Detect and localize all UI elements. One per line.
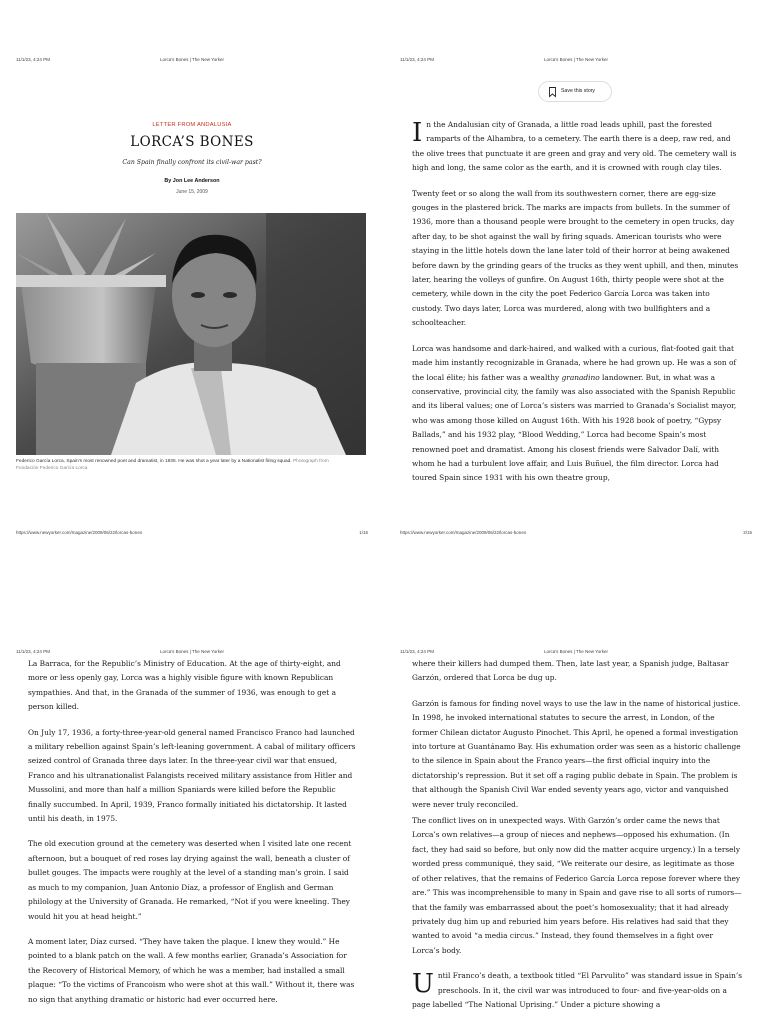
- paragraph: Twenty feet or so along the wall from its southwestern corner, there are egg-size gouges in the plastered brick. The marks are impacts from bullets. In the summer of 1936, more than a thousand people were brought to the cemetery in open trucks, day after day, to be shot against the wall by firing squads. American tourists who were staying in the little hotels down the lane later told of their horror at being awakened before dawn by the grinding gears of the trucks as they went uphill, and then, minutes later, hearing the volleys of gunfire. On August 16th, thirty people were shot at the cemetery, while down in the city the poet Federico García Lorca was taken into custody. Two days later, Lorca was murdered, along with two bullfighters and a schoolteacher.: [412, 188, 739, 328]
- article-headline: LORCA’S BONES: [130, 134, 254, 150]
- header-date: 11/1/23, 4:24 PM: [16, 649, 50, 654]
- article-date: June 15, 2009: [176, 189, 208, 195]
- photo-credit: Photograph from Fundación Federico García Lorca: [16, 459, 329, 471]
- italic-word: granadino: [561, 372, 600, 382]
- paragraph: On July 17, 1936, a forty-three-year-old general named Francisco Franco had launched a military rebellion against Spain’s left-leaning government. A cabal of military officers seized control of Granada three days later. In the three-year civil war that ensued, Franco and his ultranationalist Falangists received military assistance from Hitler and Mussolini, and more than half a million Spaniards were killed before the Republic finally succumbed. In April, 1939, Franco formally initiated his dictatorship. It lasted until his death, in 1975.: [28, 727, 356, 824]
- footer-url: https://www.newyorker.com/magazine/2009/06/22/lorcas-bones: [400, 530, 527, 535]
- header-title: Lorca’s Bones | The New Yorker: [543, 649, 609, 654]
- header-date: 11/1/23, 4:24 PM: [400, 57, 434, 62]
- paragraph: A moment later, Díaz cursed. “They have taken the plaque. I knew they would.” He pointed to a blank patch on the wall. A few months earlier, Granada’s Association for the Recovery of Historical Memory, of which he was a member, had installed a small plaque: “To the victims of Francoism who were shot at this wall.” Without it, there was no sign that anything dramatic or historic had ever occurred here.: [28, 936, 355, 1004]
- photo-caption: [16, 459, 336, 472]
- paragraph: where their killers had dumped them. Then, late last year, a Spanish judge, Baltasar Garzón, ordered that Lorca be dug up.: [412, 659, 729, 683]
- article-kicker[interactable]: LETTER FROM ANDALUSIA: [152, 122, 232, 128]
- page-2: [384, 0, 768, 535]
- paragraph: La Barraca, for the Republic’s Ministry of Education. At the age of thirty-eight, and more or less openly gay, Lorca was a highly visible figure with known Republican sympathies. And that, in the Granada of the summer of 1936, was enough to get a person killed.: [28, 659, 341, 712]
- drop-cap: U: [412, 969, 434, 1000]
- page-1: [0, 0, 384, 535]
- paragraph: The old execution ground at the cemetery was deserted when I visited late one recent afternoon, but a bouquet of red roses lay drying against the wall, beneath a cluster of bullet gouges. The impacts were roughly at the level of a standing man’s groin. I said as much to my companion, Juan Antonio Díaz, a professor of English and German philology at the University of Granada. He remarked, “Not if you were kneeling. They would hit you at head height.”: [28, 839, 352, 921]
- page-3: [0, 512, 384, 1024]
- save-story-button[interactable]: [538, 81, 612, 102]
- paragraph: [412, 118, 742, 176]
- bookmark-icon: [549, 87, 556, 97]
- paragraph: [412, 969, 742, 1012]
- header-title: Lorca’s Bones | The New Yorker: [159, 57, 225, 62]
- save-story-label: Save this story: [561, 88, 596, 94]
- footer-page-number: 2/15: [743, 530, 752, 535]
- lorca-portrait-photo: [16, 213, 366, 455]
- header-title: Lorca’s Bones | The New Yorker: [543, 57, 609, 62]
- photo-illustration: [16, 213, 366, 455]
- article-body: [412, 657, 742, 1023]
- paragraph-text: Lorca was handsome and dark-haired, and walked with a curious, flat-footed gait that made him instantly recognizable in Granada, where he had grown up. He was a son of the local élite; his father was a wealthy: [412, 343, 737, 382]
- paragraph-text: n the Andalusian city of Granada, a little road leads uphill, past the forested ramparts of the Alhambra, to a cemetery. The earth there is a deep, raw red, and the olive trees that punctuate it are green and gray and very old. The cemetery wall is high and long, the same color as the earth, and it is crowned with rough clay tiles.: [412, 120, 737, 173]
- footer-url: https://www.newyorker.com/magazine/2009/06/22/lorcas-bones: [16, 530, 143, 535]
- paragraph-text: ntil Franco’s death, a textbook titled “El Parvulito” was standard issue in Spain’s preschools. In it, the civil war was introduced to four- and five-year-olds on a page labelled “The National Uprising.” Under a picture showing a: [412, 971, 742, 1009]
- header-title: Lorca’s Bones | The New Yorker: [159, 649, 225, 654]
- caption-text: Federico García Lorca, Spain’s most renowned poet and dramatist, in 1935. He was shot a year later by a Nationalist firing squad.: [16, 459, 292, 464]
- article-dek: Can Spain finally confront its civil-war past?: [122, 159, 262, 166]
- footer-page-number: 1/15: [359, 530, 368, 535]
- article-body: [28, 657, 358, 1018]
- drop-cap: I: [412, 118, 423, 148]
- paragraph: The conflict lives on in unexpected ways. With Garzón’s order came the news that Lorca’s own relatives—a group of nieces and nephews—opposed his exhumation. (In fact, they had said so before, but only now did the matter acquire urgency.) In a tersely worded press communiqué, they said, “We reiterate our desire, as legitimate as those of other relatives, that the remains of Federico García Lorca repose forever where they are.” This was incomprehensible to many in Spain and gave rise to all sorts of rumors—that the family was embarrassed about the poet’s homosexuality; that it had already privately dug him up and reburied him years before. His relatives had said that they wanted to avoid “a media circus.” Instead, they found themselves in a fight over Lorca’s body.: [412, 816, 742, 955]
- paragraph-text: landowner. But, in what was a conservative, provincial city, the family was also associated with the Spanish Republic and its liberal values; one of Lorca’s sisters was married to Granada’s Socialist mayor, who was among those killed on August 16th. With his 1928 book of poetry, “Gypsy Ballads,” and his 1932 play, “Blood Wedding,” Lorca had become Spain’s most renowned poet and dramatist. Among his closest friends were Salvador Dalí, with whom he had a turbulent love affair, and Luis Buñuel, the film director. Lorca had toured Spain since 1931 with his own theatre group,: [412, 372, 737, 483]
- paragraph: Garzón is famous for finding novel ways to use the law in the name of historical justice. In 1998, he invoked international statutes to secure the arrest, in London, of the former Chilean dictator Augusto Pinochet. This April, he opened a formal investigation into torture at Guantánamo Bay. His exhumation order was seen as a historic challenge to the silence in Spain about the Franco years—the first official inquiry into the dictatorship’s repression. But it set off a raging public debate in Spain. The problem is that although the Spanish Civil War ended seventy years ago, victor and vanquished were never truly reconciled.: [412, 698, 741, 809]
- article-body: [412, 118, 742, 497]
- article-byline[interactable]: By Jon Lee Anderson: [164, 178, 220, 184]
- page-4: [384, 512, 768, 1024]
- header-date: 11/1/23, 4:24 PM: [400, 649, 434, 654]
- header-date: 11/1/23, 4:24 PM: [16, 57, 50, 62]
- paragraph: [412, 342, 742, 486]
